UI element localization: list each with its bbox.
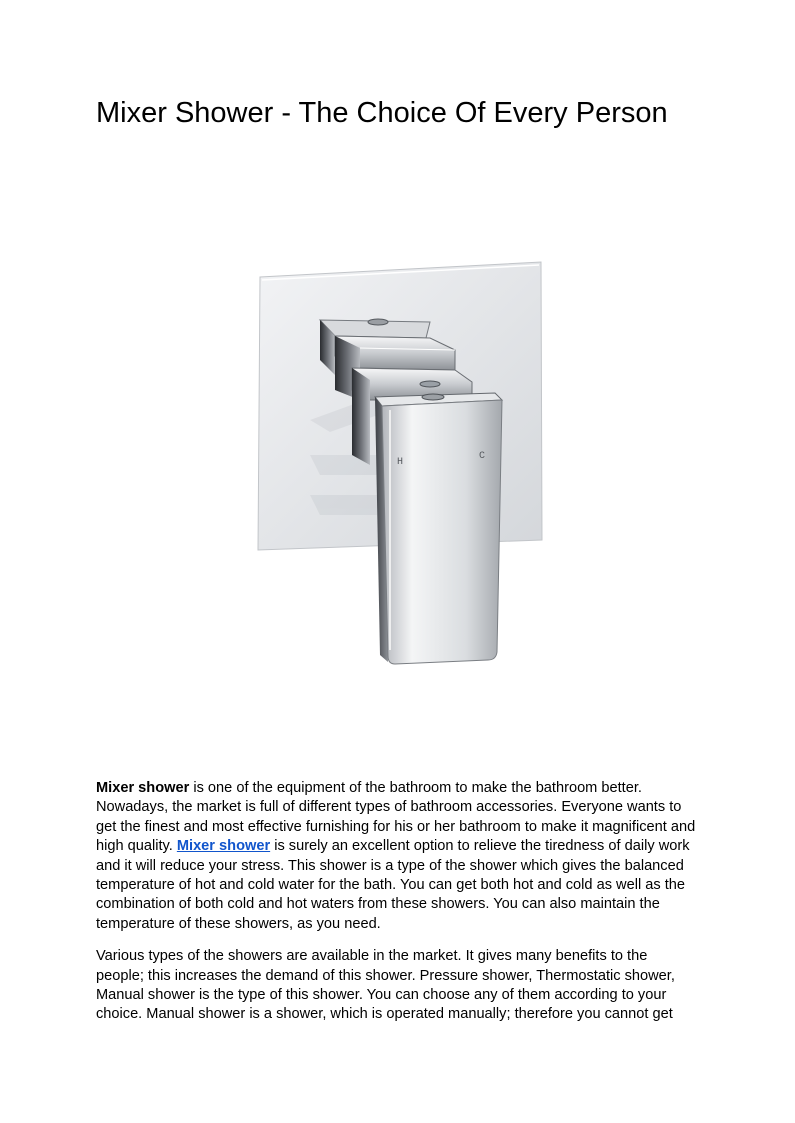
paragraph-2: Various types of the showers are available in the market. It gives many benefits to the people; this increases the demand of this shower. Pressure shower, Thermostatic shower, Manual shower is the type of this shower. You can choose any of them according to your choice. Manual shower is a shower, which is operated manually; therefore you cannot get	[96, 948, 675, 1023]
mixer-shower-link[interactable]: Mixer shower	[176, 838, 271, 855]
product-image	[240, 250, 560, 680]
paragraph-1	[96, 779, 698, 934]
paragraph-1-text-b: is surely an excellent option to relieve the tiredness of daily work and it will reduce your stress. This shower is a type of the shower which gives the balanced temperature of hot and cold water for the bath. You can get both hot and cold as well as the combination of both cold and hot waters from these showers. You can also maintain the temperature of these showers, as you need.	[96, 838, 690, 932]
mixer-shower-bold: Mixer shower	[96, 780, 190, 796]
hot-label: H	[397, 457, 404, 468]
page-title: Mixer Shower - The Choice Of Every Person	[96, 97, 668, 129]
paragraph-1-text-a: is one of the equipment of the bathroom to make the bathroom better. Nowadays, the market is full of different types of bathroom accessories. Everyone wants to get the finest and most effective furnishing for his or her bathroom to make it magnificent and high quality.	[96, 780, 696, 855]
article-body	[96, 779, 698, 1038]
mixer-shower-image	[240, 250, 560, 680]
cold-label: C	[479, 451, 486, 462]
